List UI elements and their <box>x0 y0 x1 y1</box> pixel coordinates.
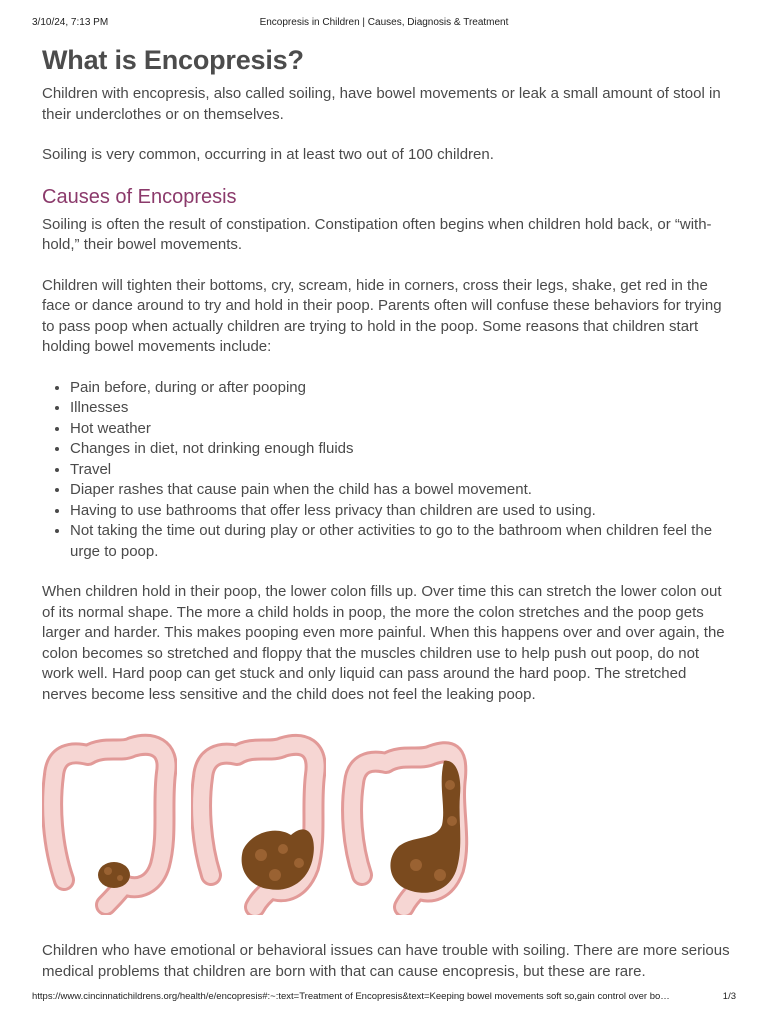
list-item: • Pain before, during or after pooping <box>70 378 732 399</box>
colon-illustration <box>42 725 732 915</box>
causes-paragraph-2: Children will tighten their bottoms, cry, scream, hide in corners, cross their legs, shake, get red in the face or dance around to try and hold in their poop. Parents often will confuse these behaviors for trying to pass poop when actually children are trying to hold in the poop. Some reasons that children start holding bowel movements include: <box>42 276 722 355</box>
article-content <box>42 40 732 1002</box>
print-footer <box>32 991 736 1005</box>
list-item: • Travel <box>70 460 732 481</box>
closing-paragraph: Children who have emotional or behavioral issues can have trouble with soiling. There are more serious medical problems that children are born with that can cause encopresis, but these are rare. <box>42 942 730 980</box>
intro-paragraph-1: Children with encopresis, also called soiling, have bowel movements or leak a small amount of stool in their underclothes or on themselves. <box>42 85 721 123</box>
page-number: 1/3 <box>722 991 736 1002</box>
colon-illustration-severe <box>340 725 475 915</box>
list-item: • Diaper rashes that cause pain when the child has a bowel movement. <box>70 480 732 501</box>
colon-illustration-stretched <box>191 725 326 915</box>
print-url: https://www.cincinnatichildrens.org/health/e/encopresis#:~:text=Treatment of Encopresis&text=Keeping bowel movements soft so,gain control over bo… <box>32 991 670 1002</box>
page-title: What is Encopresis? <box>42 45 304 75</box>
print-header <box>32 17 736 31</box>
list-item: • Having to use bathrooms that offer less privacy than children are used to using. <box>70 501 732 522</box>
list-item: • Not taking the time out during play or other activities to go to the bathroom when children feel the urge to poop. <box>70 521 732 562</box>
print-page-title: Encopresis in Children | Causes, Diagnosis & Treatment <box>259 17 509 28</box>
list-item: • Illnesses <box>70 398 732 419</box>
list-item: • Hot weather <box>70 419 732 440</box>
causes-paragraph-1: Soiling is often the result of constipation. Constipation often begins when children hold back, or “with-hold,” their bowel movements. <box>42 215 712 253</box>
intro-paragraph-2: Soiling is very common, occurring in at least two out of 100 children. <box>42 146 494 163</box>
list-item: • Changes in diet, not drinking enough fluids <box>70 439 732 460</box>
colon-stretch-paragraph: When children hold in their poop, the lower colon fills up. Over time this can stretch the lower colon out of its normal shape. The more a child holds in poop, the more the colon stretches and the poop gets larger and harder. This makes pooping even more painful. When this happens over and over again, the colon becomes so stretched and floppy that the muscles children use to help push out poop, do not work well. Hard poop can get stuck and only liquid can pass around the hard poop. The stretched nerves become less sensitive and the child does not feel the leaking poop. <box>42 583 725 703</box>
reasons-list <box>42 378 732 563</box>
print-datetime: 3/10/24, 7:13 PM <box>32 17 109 28</box>
causes-heading: Causes of Encopresis <box>42 185 237 208</box>
colon-illustration-normal <box>42 725 177 915</box>
